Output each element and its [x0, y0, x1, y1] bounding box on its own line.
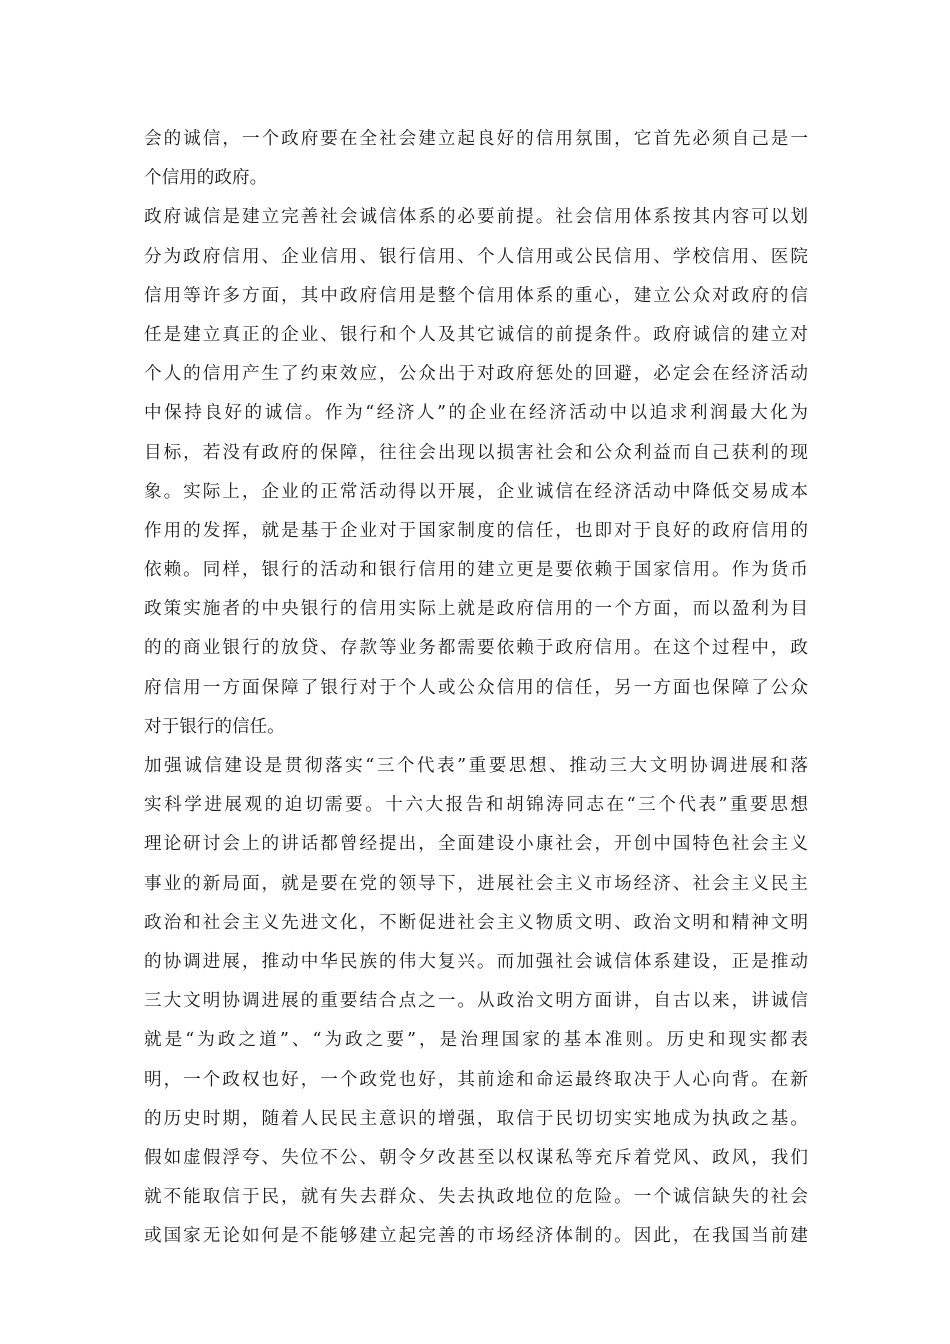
text-line: 政治和社会主义先进文化，不断促进社会主义物质文明、政治文明和精神文明 [144, 912, 808, 933]
text-line: 加强诚信建设是贯彻落实“三个代表”重要思想、推动三大文明协调进展和落 [144, 756, 808, 776]
text-line: 信用等许多方面，其中政府信用是整个信用体系的重心，建立公众对政府的信 [144, 285, 808, 306]
text-line: 事业的新局面，就是要在党的领导下，进展社会主义市场经济、社会主义民主 [144, 873, 808, 894]
text-line: 理论研讨会上的讲话都曾经提出，全面建设小康社会，开创中国特色社会主义 [144, 834, 808, 855]
text-line: 的的商业银行的放贷、存款等业务都需要依赖于政府信用。在这个过程中，政 [144, 638, 808, 659]
text-line: 分为政府信用、企业信用、银行信用、个人信用或公民信用、学校信用、医院 [144, 246, 808, 267]
body-text [144, 120, 808, 1256]
text-line: 个信用的政府。 [144, 168, 268, 189]
text-line: 作用的发挥，就是基于企业对于国家制度的信任，也即对于良好的政府信用的 [144, 520, 808, 541]
text-line: 政府诚信是建立完善社会诚信体系的必要前提。社会信用体系按其内容可以划 [144, 207, 808, 228]
text-line: 象。实际上，企业的正常活动得以开展，企业诚信在经济活动中降低交易成本 [144, 481, 808, 502]
text-line: 目标，若没有政府的保障，往往会出现以损害社会和公众利益而自己获利的现 [144, 442, 808, 463]
text-line: 任是建立真正的企业、银行和个人及其它诚信的前提条件。政府诚信的建立对 [144, 324, 808, 345]
text-line: 或国家无论如何是不能够建立起完善的市场经济体制的。因此，在我国当前建 [144, 1226, 808, 1247]
text-line: 对于银行的信任。 [144, 716, 285, 737]
text-line: 中保持良好的诚信。作为“经济人”的企业在经济活动中以追求利润最大化为 [144, 403, 808, 424]
text-line: 假如虚假浮夸、失位不公、朝令夕改甚至以权谋私等充斥着党风、政风，我们 [144, 1147, 808, 1168]
text-line: 三大文明协调进展的重要结合点之一。从政治文明方面讲，自古以来，讲诚信 [144, 991, 808, 1012]
text-line: 的历史时期，随着人民民主意识的增强，取信于民切切实实地成为执政之基。 [144, 1108, 808, 1129]
text-line: 会的诚信，一个政府要在全社会建立起良好的信用氛围，它首先必须自己是一 [144, 129, 808, 149]
text-line: 实科学进展观的迫切需要。十六大报告和胡锦涛同志在“三个代表”重要思想 [144, 795, 808, 816]
text-line: 就是“为政之道”、“为政之要”，是治理国家的基本准则。历史和现实都表 [144, 1030, 808, 1051]
text-line: 府信用一方面保障了银行对于个人或公众信用的信任，另一方面也保障了公众 [144, 677, 808, 698]
text-line: 就不能取信于民，就有失去群众、失去执政地位的危险。一个诚信缺失的社会 [144, 1187, 808, 1208]
text-line: 政策实施者的中央银行的信用实际上就是政府信用的一个方面，而以盈利为目 [144, 599, 808, 620]
text-line: 依赖。同样，银行的活动和银行信用的建立更是要依赖于国家信用。作为货币 [144, 560, 808, 581]
text-line: 的协调进展，推动中华民族的伟大复兴。而加强社会诚信体系建设，正是推动 [144, 951, 808, 972]
text-line: 个人的信用产生了约束效应，公众出于对政府惩处的回避，必定会在经济活动 [144, 364, 808, 385]
text-line: 明，一个政权也好，一个政党也好，其前途和命运最终取决于人心向背。在新 [144, 1069, 808, 1090]
